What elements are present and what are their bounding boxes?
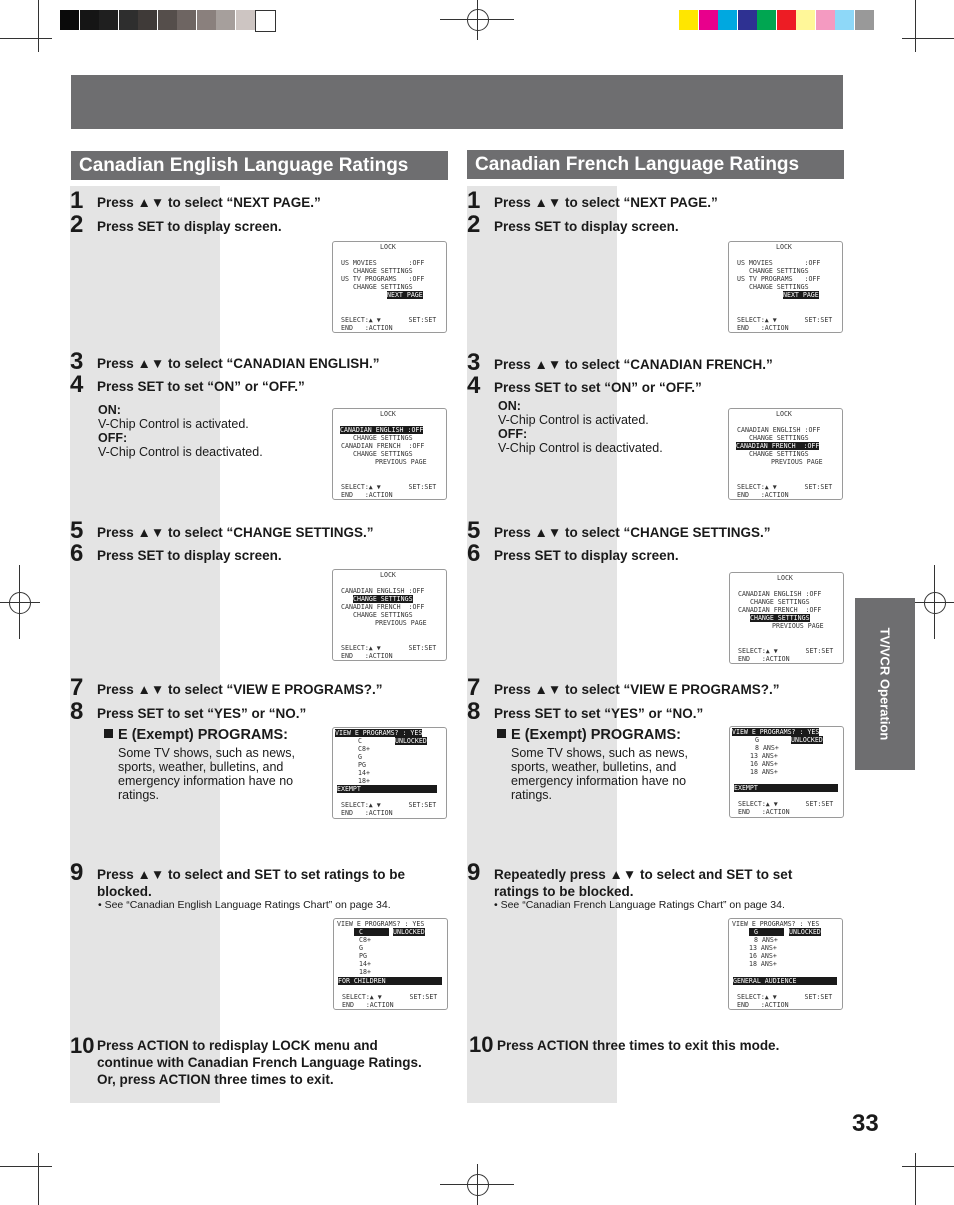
crop-mark [902, 1166, 954, 1167]
step-number-9: 9 [70, 859, 84, 886]
gray-swatch [236, 10, 255, 30]
crop-mark [902, 38, 954, 39]
view-e-programs-screen: VIEW E PROGRAMS? : YES C UNLOCKED C8+ G PG 14+ 18+ EXEMPT SELECT:▲ ▼ SET:SET END :ACTION [332, 727, 447, 819]
step-5-text: Press ▲▼ to select “CHANGE SETTINGS.” [494, 525, 771, 540]
step-number-10: 10 [70, 1033, 95, 1058]
step-4-text: Press SET to set “ON” or “OFF.” [97, 379, 305, 394]
view-e-programs-screen: VIEW E PROGRAMS? : YES G UNLOCKED 8 ANS+ 13 ANS+ 16 ANS+ 18 ANS+ EXEMPT SELECT:▲ ▼ SET:SET END :ACTION [729, 726, 844, 818]
step-number-6: 6 [467, 540, 481, 567]
step-7-text: Press ▲▼ to select “VIEW E PROGRAMS?.” [494, 682, 780, 697]
step-number-4: 4 [467, 372, 481, 399]
color-swatch [816, 10, 835, 30]
section-side-tab-label: TV/VCR Operation [877, 627, 893, 741]
step-number-3: 3 [70, 348, 84, 375]
step-8-text: Press SET to set “YES” or “NO.” [494, 706, 704, 721]
step-number-8: 8 [467, 698, 481, 725]
registration-mark [477, 0, 478, 40]
step-number-2: 2 [467, 211, 481, 238]
step-6-text: Press SET to display screen. [494, 548, 679, 563]
registration-mark [477, 1164, 478, 1205]
ratings-block-screen: VIEW E PROGRAMS? : YES G UNLOCKED 8 ANS+ 13 ANS+ 16 ANS+ 18 ANS+ GENERAL AUDIENCE SELECT:▲ ▼ SET:SET END :ACTION [728, 918, 843, 1010]
lock-screen-page1: LOCK US MOVIES :OFF CHANGE SETTINGS US TV PROGRAMS :OFF CHANGE SETTINGS NEXT PAGE SELECT:▲ ▼ SET:SET END :ACTION [332, 241, 447, 333]
step-number-3: 3 [467, 349, 481, 376]
registration-mark [924, 592, 946, 614]
color-swatch [718, 10, 737, 30]
gray-swatch [158, 10, 177, 30]
color-swatch [699, 10, 718, 30]
registration-mark [0, 602, 40, 603]
step-4-text: Press SET to set “ON” or “OFF.” [494, 380, 702, 395]
step-number-1: 1 [467, 187, 481, 214]
gray-swatch [80, 10, 99, 30]
step-7-text: Press ▲▼ to select “VIEW E PROGRAMS?.” [97, 682, 383, 697]
gray-swatch [197, 10, 216, 30]
crop-mark [38, 1153, 39, 1205]
step-9-text: Press ▲▼ to select and SET to set ratings to be blocked. [97, 867, 406, 899]
on-off-description: ON: V-Chip Control is activated. OFF: V-Chip Control is deactivated. [498, 399, 663, 455]
lock-screen-change-settings: LOCK CANADIAN ENGLISH :OFF CHANGE SETTINGS CANADIAN FRENCH :OFF CHANGE SETTINGS PREVIOUS PAGE SELECT:▲ ▼ SET:SET END :ACTION [729, 572, 844, 664]
gray-swatch [255, 10, 276, 32]
gray-swatch [216, 10, 235, 30]
exempt-programs-description: Some TV shows, such as news, sports, weather, bulletins, and emergency information have no ratings. [511, 746, 688, 802]
right-step-column [467, 186, 617, 1103]
step-1-text: Press ▲▼ to select “NEXT PAGE.” [494, 195, 718, 210]
crop-mark [915, 1153, 916, 1205]
step-8-text: Press SET to set “YES” or “NO.” [97, 706, 307, 721]
exempt-programs-title: E (Exempt) PROGRAMS: [497, 727, 681, 744]
left-step-column [70, 186, 220, 1103]
step-number-2: 2 [70, 211, 84, 238]
step-number-8: 8 [70, 698, 84, 725]
gray-swatch [119, 10, 138, 30]
crop-mark [38, 0, 39, 52]
ratings-chart-note: • See “Canadian French Language Ratings Chart” on page 34. [494, 899, 785, 911]
gray-swatch [60, 10, 79, 30]
gray-swatch [99, 10, 118, 30]
step-number-9: 9 [467, 859, 481, 886]
step-number-10: 10 [469, 1032, 494, 1057]
color-swatch [679, 10, 698, 30]
exempt-programs-description: Some TV shows, such as news, sports, weather, bulletins, and emergency information have no ratings. [118, 746, 295, 802]
step-number-7: 7 [467, 674, 481, 701]
top-header-bar [71, 75, 843, 129]
step-number-6: 6 [70, 540, 84, 567]
registration-mark [467, 9, 489, 31]
crop-mark [915, 0, 916, 52]
color-swatch [796, 10, 815, 30]
crop-mark [0, 38, 52, 39]
step-number-4: 4 [70, 371, 84, 398]
registration-mark [467, 1174, 489, 1196]
step-2-text: Press SET to display screen. [494, 219, 679, 234]
page-number: 33 [852, 1110, 879, 1137]
step-9-text: Repeatedly press ▲▼ to select and SET to set ratings to be blocked. [494, 867, 793, 899]
step-10-text: Press ACTION to redisplay LOCK menu and continue with Canadian French Language Ratings. Or, press ACTION three times to exit. [97, 1038, 422, 1087]
lock-screen-change-settings: LOCK CANADIAN ENGLISH :OFF CHANGE SETTINGS CANADIAN FRENCH :OFF CHANGE SETTINGS PREVIOUS PAGE SELECT:▲ ▼ SET:SET END :ACTION [332, 569, 447, 661]
ratings-chart-note: • See “Canadian English Language Ratings Chart” on page 34. [98, 899, 391, 911]
step-2-text: Press SET to display screen. [97, 219, 282, 234]
gray-swatch [138, 10, 157, 30]
step-number-1: 1 [70, 187, 84, 214]
registration-mark [9, 592, 31, 614]
exempt-programs-title: E (Exempt) PROGRAMS: [104, 727, 288, 744]
on-off-description: ON: V-Chip Control is activated. OFF: V-Chip Control is deactivated. [98, 403, 263, 459]
color-swatch [757, 10, 776, 30]
lock-screen-canadian-french: LOCK CANADIAN ENGLISH :OFF CHANGE SETTINGS CANADIAN FRENCH :OFF CHANGE SETTINGS PREVIOUS PAGE SELECT:▲ ▼ SET:SET END :ACTION [728, 408, 843, 500]
step-1-text: Press ▲▼ to select “NEXT PAGE.” [97, 195, 321, 210]
gray-swatch [177, 10, 196, 30]
registration-mark [934, 565, 935, 639]
color-swatch [777, 10, 796, 30]
right-section-title: Canadian French Language Ratings [467, 150, 844, 179]
step-5-text: Press ▲▼ to select “CHANGE SETTINGS.” [97, 525, 374, 540]
color-swatch [835, 10, 854, 30]
lock-screen-page1: LOCK US MOVIES :OFF CHANGE SETTINGS US TV PROGRAMS :OFF CHANGE SETTINGS NEXT PAGE SELECT:▲ ▼ SET:SET END :ACTION [728, 241, 843, 333]
step-number-7: 7 [70, 674, 84, 701]
step-number-5: 5 [467, 517, 481, 544]
color-swatch [855, 10, 874, 30]
step-6-text: Press SET to display screen. [97, 548, 282, 563]
step-3-text: Press ▲▼ to select “CANADIAN FRENCH.” [494, 357, 773, 372]
lock-screen-canadian-english: LOCK CANADIAN ENGLISH :OFF CHANGE SETTINGS CANADIAN FRENCH :OFF CHANGE SETTINGS PREVIOUS PAGE SELECT:▲ ▼ SET:SET END :ACTION [332, 408, 447, 500]
registration-mark [19, 565, 20, 639]
step-10-text: Press ACTION three times to exit this mode. [497, 1038, 780, 1053]
color-swatch [738, 10, 757, 30]
crop-mark [0, 1166, 52, 1167]
step-3-text: Press ▲▼ to select “CANADIAN ENGLISH.” [97, 356, 380, 371]
ratings-block-screen: VIEW E PROGRAMS? : YES C UNLOCKED C8+ G PG 14+ 18+ FOR CHILDREN SELECT:▲ ▼ SET:SET END :ACTION [333, 918, 448, 1010]
left-section-title: Canadian English Language Ratings [71, 151, 448, 180]
step-number-5: 5 [70, 517, 84, 544]
